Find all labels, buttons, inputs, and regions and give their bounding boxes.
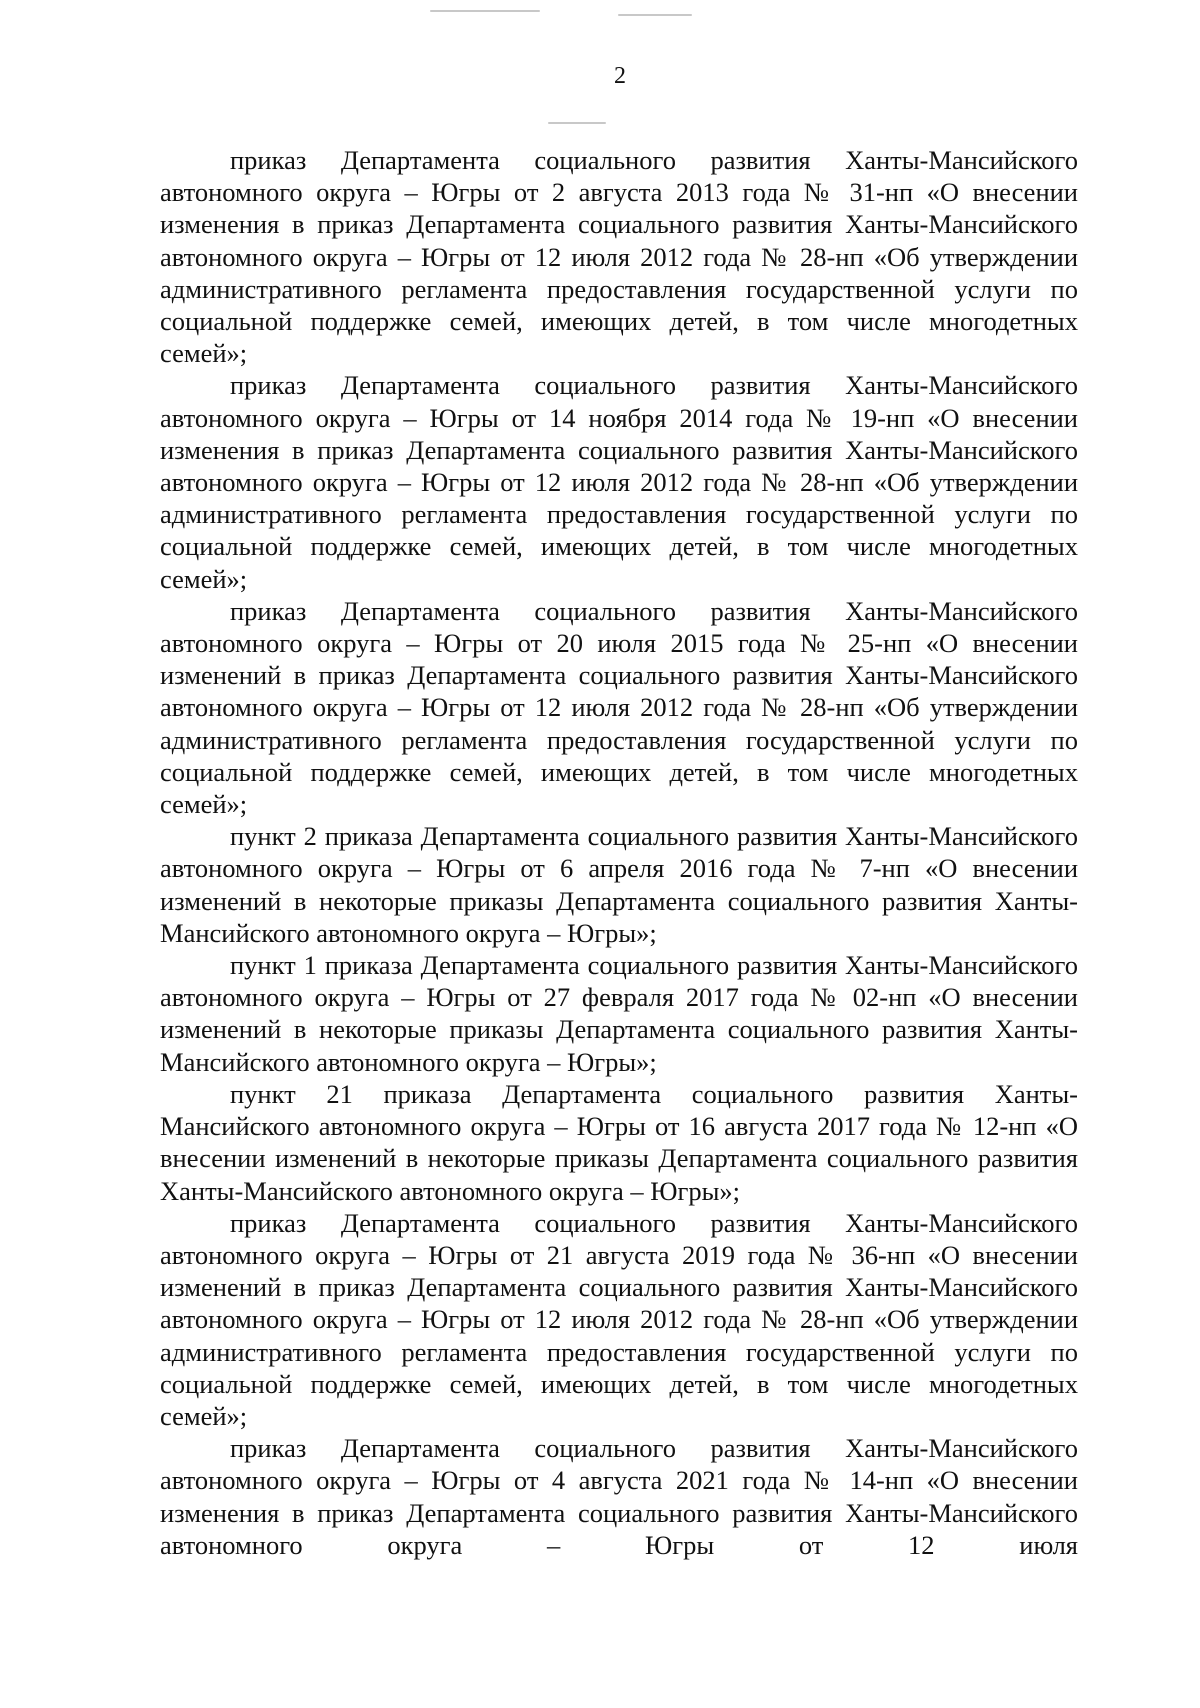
paragraph-text: приказ Департамента социального развития Ханты-Мансийского автономного округа – Югры от 14 ноября 2014 года № 19-нп «О внесении изменения в приказ Департамента социального развития Ханты-Мансийского автономного округа – Югры от 12 июля 2012 года № 28-нп «Об утверждении административного регламента предоставления государственной услуги по социальной поддержке семей, имеющих детей, в том числе многодетных семей»; [160, 370, 1078, 594]
list-item [160, 1432, 1078, 1561]
list-item [160, 144, 1078, 369]
list-item [160, 1078, 1078, 1207]
document-body [160, 144, 1078, 1561]
scan-artifact [548, 122, 606, 124]
paragraph-text: пункт 1 приказа Департамента социального развития Ханты-Мансийского автономного округа – Югры от 27 февраля 2017 года № 02-нп «О внесении изменений в некоторые приказы Департамента социального развития Ханты-Мансийского автономного округа – Югры»; [160, 950, 1078, 1077]
list-item [160, 369, 1078, 594]
scan-artifact [430, 10, 540, 12]
paragraph-text: приказ Департамента социального развития Ханты-Мансийского автономного округа – Югры от 2 августа 2013 года № 31-нп «О внесении изменения в приказ Департамента социального развития Ханты-Мансийского автономного округа – Югры от 12 июля 2012 года № 28-нп «Об утверждении административного регламента предоставления государственной услуги по социальной поддержке семей, имеющих детей, в том числе многодетных семей»; [160, 145, 1078, 369]
paragraph-text: приказ Департамента социального развития Ханты-Мансийского автономного округа – Югры от 20 июля 2015 года № 25-нп «О внесении изменений в приказ Департамента социального развития Ханты-Мансийского автономного округа – Югры от 12 июля 2012 года № 28-нп «Об утверждении административного регламента предоставления государственной услуги по социальной поддержке семей, имеющих детей, в том числе многодетных семей»; [160, 595, 1078, 820]
list-item [160, 820, 1078, 949]
paragraph-text: приказ Департамента социального развития Ханты-Мансийского автономного округа – Югры от 4 августа 2021 года № 14-нп «О внесении изменения в приказ Департамента социального развития Ханты-Мансийского автономного округа – Югры от 12 июля [160, 1433, 1078, 1560]
paragraph-text: приказ Департамента социального развития Ханты-Мансийского автономного округа – Югры от 21 августа 2019 года № 36-нп «О внесении изменений в приказ Департамента социального развития Ханты-Мансийского автономного округа – Югры от 12 июля 2012 года № 28-нп «Об утверждении административного регламента предоставления государственной услуги по социальной поддержке семей, имеющих детей, в том числе многодетных семей»; [160, 1207, 1078, 1431]
paragraph-text: пункт 21 приказа Департамента социального развития Ханты-Мансийского автономного округа – Югры от 16 августа 2017 года № 12-нп «О внесении изменений в некоторые приказы Департамента социального развития Ханты-Мансийского автономного округа – Югры»; [160, 1078, 1078, 1206]
scan-artifact [618, 14, 692, 16]
list-item [160, 1207, 1078, 1432]
list-item [160, 595, 1078, 820]
paragraph-text: пункт 2 приказа Департамента социального развития Ханты-Мансийского автономного округа – Югры от 6 апреля 2016 года № 7-нп «О внесении изменений в некоторые приказы Департамента социального развития Ханты-Мансийского автономного округа – Югры»; [160, 821, 1078, 948]
list-item [160, 949, 1078, 1078]
page-number: 2 [614, 63, 626, 89]
